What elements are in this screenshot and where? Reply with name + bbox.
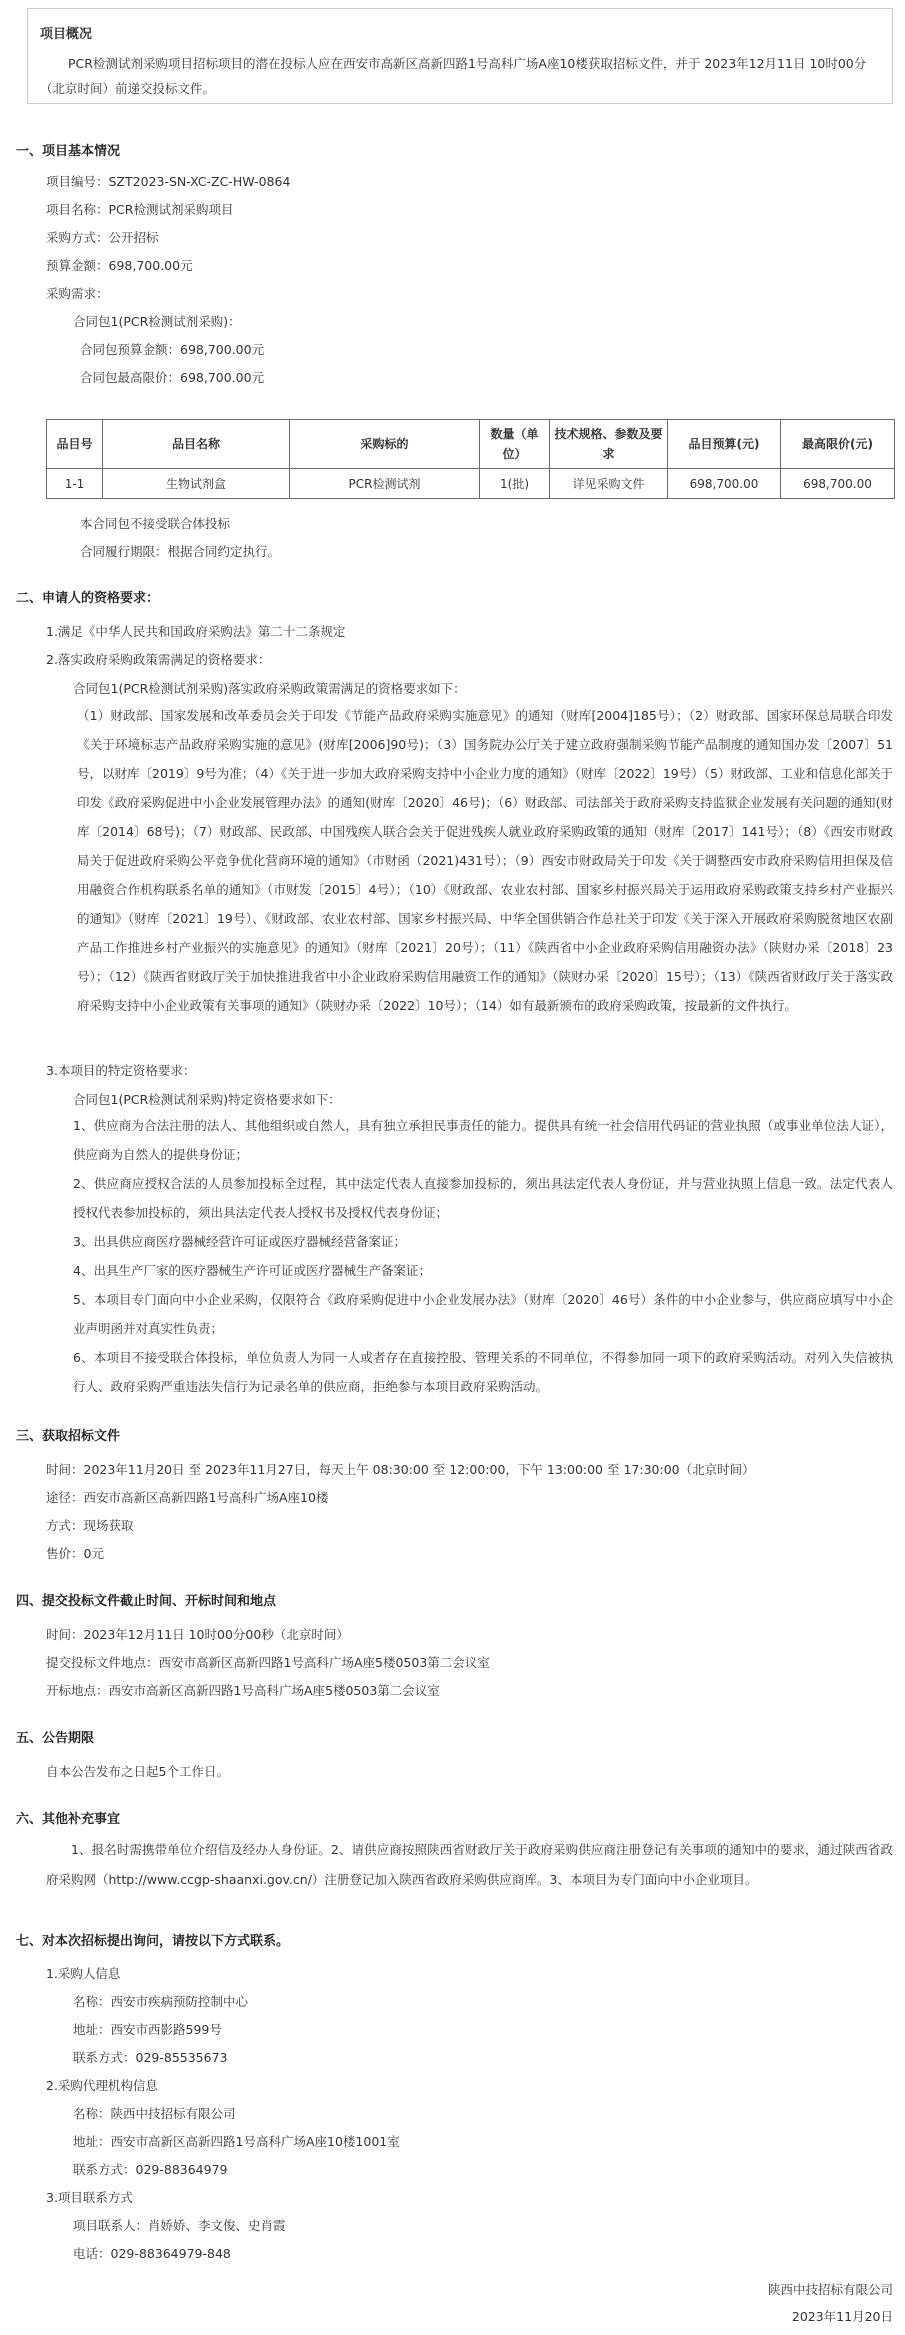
obtain-method: 方式：现场获取	[46, 1518, 134, 1533]
overview-text: PCR检测试剂采购项目招标项目的潜在投标人应在西安市高新区高新四路1号高科广场A座10楼获取招标文件，并于 2023年12月11日 10时00分（北京时间）前递交投标文件。	[40, 56, 867, 96]
qualification-item-2: 2.落实政府采购政策需满足的资格要求：	[46, 652, 271, 667]
table-cell: 698,700.00	[781, 469, 895, 499]
table-cell: 1(批)	[480, 469, 550, 499]
requirement-4: 4、出具生产厂家的医疗器械生产许可证或医疗器械生产备案证；	[73, 1263, 431, 1278]
table-header-cell: 品目预算(元)	[668, 420, 781, 469]
contract-package: 合同包1(PCR检测试剂采购)：	[73, 314, 241, 329]
buyer-name: 名称：西安市疾病预防控制中心	[73, 1994, 249, 2009]
requirement-2: 2、供应商应授权合法的人员参加投标全过程，其中法定代表人直接参加投标的，须出具法定代表人身份证，并与营业执照上信息一致。法定代表人授权代表参加投标的，须出具法定代表人授权书及授权代表身份证；	[73, 1176, 893, 1220]
budget-amount: 预算金额：698,700.00元	[46, 258, 193, 273]
agent-address: 地址：西安市高新区高新四路1号高科广场A座10楼1001室	[73, 2134, 400, 2149]
agent-name: 名称：陕西中技招标有限公司	[73, 2106, 236, 2121]
section-supplement-heading: 六、其他补充事宜	[16, 1812, 121, 1827]
section-qualification-heading: 二、申请人的资格要求：	[16, 591, 160, 606]
no-joint-bid-note: 本合同包不接受联合体投标	[80, 516, 231, 531]
contract-period: 合同履行期限：根据合同约定执行。	[80, 544, 281, 559]
table-header-cell: 最高限价(元)	[781, 420, 895, 469]
table-row	[47, 469, 895, 499]
requirement-6: 6、本项目不接受联合体投标，单位负责人为同一人或者存在直接控股、管理关系的不同单位，不得参加同一项下的政府采购活动。对列入失信被执行人、政府采购严重违法失信行为记录名单的供应商，拒绝参与本项目政府采购活动。	[73, 1350, 893, 1394]
project-contact-phone: 电话：029-88364979-848	[73, 2246, 231, 2261]
buyer-phone: 联系方式：029-85535673	[73, 2050, 228, 2065]
buyer-address: 地址：西安市西影路599号	[73, 2022, 222, 2037]
overview-title: 项目概况	[40, 27, 93, 42]
project-name: 项目名称：PCR检测试剂采购项目	[46, 202, 234, 217]
specific-requirements-intro: 合同包1(PCR检测试剂采购)特定资格要求如下：	[73, 1092, 341, 1107]
section-basic-info-heading: 一、项目基本情况	[16, 144, 121, 159]
policy-list: （1）财政部、国家发展和改革委员会关于印发《节能产品政府采购实施意见》的通知（财库[2004]185号）；（2）财政部、国家环保总局联合印发《关于环境标志产品政府采购实施的意见》(财库[2006]90号)；（3）国务院办公厅关于建立政府强制采购节能产品制度的通知国办发〔2007〕51号，以财库〔2019〕9号为准；（4）《关于进一步加大政府采购支持中小企业力度的通知》（财库〔2022〕19号）（5）财政部、工业和信息化部关于印发《政府采购促进中小企业发展管理办法》的通知(财库〔2020〕46号)；（6）财政部、司法部关于政府采购支持监狱企业发展有关问题的通知(财库〔2014〕68号)；（7）财政部、民政部、中国残疾人联合会关于促进残疾人就业政府采购政策的通知（财库〔2017〕141号）；（8）《西安市财政局关于促进政府采购公平竞争优化营商环境的通知》（市财函（2021)431号）；（9）西安市财政局关于印发《关于调整西安市政府采购信用担保及信用融资合作机构联系名单的通知》（市财发〔2015〕4号）；（10）《财政部、农业农村部、国家乡村振兴局关于运用政府采购政策支持乡村产业振兴的通知》（财库〔2021〕19号）、《财政部、农业农村部、国家乡村振兴局、中华全国供销合作总社关于印发《关于深入开展政府采购脱贫地区农副产品工作推进乡村产业振兴的实施意见》的通知》（财库〔2021〕20号）；（11）《陕西省中小企业政府采购信用融资办法》（陕财办采〔2018〕23号）；（12）《陕西省财政厅关于加快推进我省中小企业政府采购信用融资工作的通知》（陕财办采〔2020〕15号）；（13）《陕西省财政厅关于落实政府采购支持中小企业政策有关事项的通知》（陕财办采〔2022〕10号）；（14）如有最新颁布的政府采购政策，按最新的文件执行。	[77, 708, 893, 1013]
overview-box	[27, 8, 893, 104]
supplement-text: 1、报名时需携带单位介绍信及经办人身份证。2、请供应商按照陕西省财政厅关于政府采购供应商注册登记有关事项的通知中的要求，通过陕西省政府采购网（http://www.ccgp-shaanxi.gov.cn/）注册登记加入陕西省政府采购供应商库。3、本项目为专门面向中小企业项目。	[46, 1842, 893, 1887]
document-price: 售价：0元	[46, 1546, 104, 1561]
package-max-price: 合同包最高限价：698,700.00元	[80, 370, 265, 385]
table-cell: 1-1	[47, 469, 103, 499]
submit-place: 提交投标文件地点：西安市高新区高新四路1号高科广场A座5楼0503第二会议室	[46, 1655, 490, 1670]
policy-intro: 合同包1(PCR检测试剂采购)落实政府采购政策需满足的资格要求如下：	[73, 681, 466, 696]
section-contact-heading: 七、对本次招标提出询问，请按以下方式联系。	[16, 1934, 290, 1949]
table-header-cell: 技术规格、参数及要求	[550, 420, 668, 469]
agent-phone: 联系方式：029-88364979	[73, 2162, 228, 2177]
table-cell: 详见采购文件	[550, 469, 668, 499]
buyer-info-title: 1.采购人信息	[46, 1966, 121, 1981]
table-cell: 698,700.00	[668, 469, 781, 499]
section-deadline-heading: 四、提交投标文件截止时间、开标时间和地点	[16, 1594, 277, 1609]
table-cell: 生物试剂盒	[103, 469, 290, 499]
project-contact-people: 项目联系人：肖娇娇、李文俊、史肖霞	[73, 2218, 286, 2233]
qualification-item-1: 1.满足《中华人民共和国政府采购法》第二十二条规定	[46, 624, 346, 639]
project-contact-title: 3.项目联系方式	[46, 2190, 133, 2205]
footer-company: 陕西中技招标有限公司	[767, 2282, 893, 2297]
obtain-place: 途径：西安市高新区高新四路1号高科广场A座10楼	[46, 1490, 329, 1505]
table-header-cell: 品目名称	[103, 420, 290, 469]
package-budget: 合同包预算金额：698,700.00元	[80, 342, 265, 357]
table-header-cell: 数量（单位）	[480, 420, 550, 469]
table-header-row	[47, 420, 895, 469]
section-obtain-docs-heading: 三、获取招标文件	[16, 1429, 121, 1444]
obtain-time: 时间：2023年11月20日 至 2023年11月27日，每天上午 08:30:00 至 12:00:00，下午 13:00:00 至 17:30:00（北京时间）	[46, 1462, 755, 1477]
procurement-method: 采购方式：公开招标	[46, 230, 159, 245]
table-cell: PCR检测试剂	[290, 469, 480, 499]
table-header-cell: 采购标的	[290, 420, 480, 469]
agent-info-title: 2.采购代理机构信息	[46, 2078, 158, 2093]
requirement-3: 3、出具供应商医疗器械经营许可证或医疗器械经营备案证；	[73, 1234, 406, 1249]
opening-place: 开标地点：西安市高新区高新四路1号高科广场A座5楼0503第二会议室	[46, 1683, 440, 1698]
procurement-needs: 采购需求：	[46, 286, 109, 301]
items-table	[46, 419, 895, 499]
deadline-time: 时间：2023年12月11日 10时00分00秒（北京时间）	[46, 1627, 349, 1642]
requirement-1: 1、供应商为合法注册的法人、其他组织或自然人，具有独立承担民事责任的能力。提供具有统一社会信用代码证的营业执照（或事业单位法人证），供应商为自然人的提供身份证；	[73, 1118, 893, 1162]
section-period-heading: 五、公告期限	[16, 1731, 95, 1746]
requirement-5: 5、本项目专门面向中小企业采购，仅限符合《政府采购促进中小企业发展办法》（财库〔2020〕46号）条件的中小企业参与，供应商应填写中小企业声明函并对真实性负责；	[73, 1292, 893, 1336]
announcement-period: 自本公告发布之日起5个工作日。	[46, 1764, 229, 1779]
qualification-item-3: 3.本项目的特定资格要求：	[46, 1063, 196, 1078]
footer-date: 2023年11月20日	[791, 2309, 893, 2324]
project-number: 项目编号：SZT2023-SN-XC-ZC-HW-0864	[46, 174, 291, 189]
table-header-cell: 品目号	[47, 420, 103, 469]
